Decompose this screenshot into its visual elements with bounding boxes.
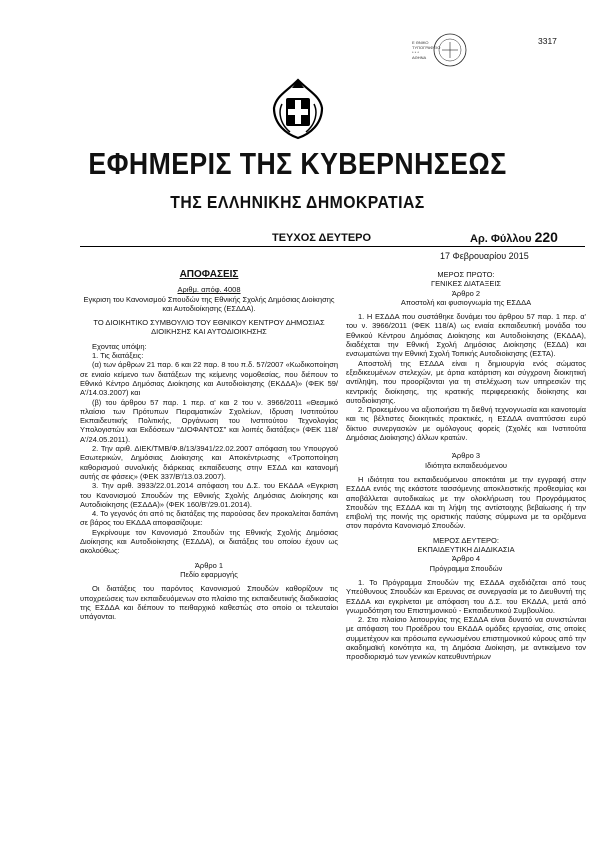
article-4-paragraph-1: 1. Το Πρόγραμμα Σπουδών της ΕΣΔΔΑ σχεδιάζεται από τους Υπεύθυνους Σπουδών και Ερευνας σε συνεργασία με το Διευθυντή της ΕΣΔΔΑ και εγκρίνεται με απόφαση του Δ.Σ. του ΕΚΔΔΑ, μετά από γνωμοδότηση του Επιστημονικού - Εκπαιδευτικού Συμβουλίου.: [346, 577, 586, 615]
sheet-number-value: 220: [534, 229, 558, 245]
paragraph-5: Εγκρίνουμε τον Κανονισμό Σπουδών της Εθνικής Σχολής Δημόσιας Διοίκησης και Αυτοδιοίκησης (ΕΣΔΔΑ), οι διατάξεις του οποίου έχουν ως ακολούθως:: [80, 527, 338, 556]
article-4-heading: Άρθρο 4: [451, 554, 481, 564]
preamble-having: Εχοντας υπόψη:: [92, 341, 147, 351]
section-heading: ΑΠΟΦΑΣΕΙΣ: [179, 269, 239, 280]
paragraph-1: 1. Τις διατάξεις:: [92, 351, 144, 361]
header-rule: [80, 246, 585, 247]
gazette-subtitle: ΤΗΣ ΕΛΛΗΝΙΚΗΣ ΔΗΜΟΚΡΑΤΙΑΣ: [170, 192, 425, 212]
issue-date: 17 Φεβρουαρίου 2015: [440, 251, 529, 261]
issuing-board: ΤΟ ΔΙΟΙΚΗΤΙΚΟ ΣΥΜΒΟΥΛΙΟ ΤΟΥ ΕΘΝΙΚΟΥ ΚΕΝΤΡΟΥ ΔΗΜΟΣΙΑΣ ΔΙΟΙΚΗΣΗΣ ΚΑΙ ΑΥΤΟΔΙΟΙΚΗΣΗΣ: [93, 318, 325, 337]
decision-number: Αριθμ. απόφ. 4008: [177, 285, 241, 295]
printing-office-stamp: [412, 30, 482, 70]
article-4-paragraph-2: 2. Στο πλαίσιο λειτουργίας της ΕΣΔΔΑ είναι δυνατό να συνιστώνται με απόφαση του Προέδρου του ΕΚΔΔΑ ομάδες εργασίας, στις οποίες συμμετέχουν και πρόσωπα εγνωσμένου επιστημονικού κύρους από την ακαδημαϊκή κοινότητα κα, τη Δημόσια Διοίκηση, με αντικείμενο τον προσδιορισμό των γενικών κατευθυντήριων: [346, 615, 586, 662]
article-3-heading: Άρθρο 3: [451, 451, 481, 461]
article-2-heading: Άρθρο 2: [451, 288, 481, 298]
article-1-title: Πεδίο εφαρμογής: [180, 569, 238, 579]
article-3-text: Η ιδιότητα του εκπαιδευόμενου αποκτάται με την εγγραφή στην ΕΣΔΔΑ εντός της εκάστοτε τασσόμενης αποκλειστικής προθεσμίας και αποβάλλεται αυτοδικαίως με την ολοκλήρωση του Προγράμματος Σπουδών της ΕΣΔΔΑ και τη λήψη της αντίστοιχης βεβαίωσης ή την επιβολή της ποινής της οριστικής παύσης σύμφωνα με τα οριζόμενα στον παρόντα Κανονισμό Σπουδών.: [346, 474, 586, 531]
sheet-label: Αρ. Φύλλου: [470, 233, 532, 245]
right-column: [346, 270, 586, 662]
stamp-lettering: Ε ΘΝΙΚΟ ΤΥΠΟΓΡΑΦΕΙΟ * * * ΑΘΗΝΑ: [412, 40, 441, 60]
part-1-title: ΓΕΝΙΚΕΣ ΔΙΑΤΑΞΕΙΣ: [430, 279, 502, 289]
part-2-heading: ΜΕΡΟΣ ΔΕΥΤΕΡΟ:: [433, 535, 499, 545]
paragraph-3: 3. Την αριθ. 3933/22.01.2014 απόφαση του Δ.Σ. του ΕΚΔΔΑ «Εγκριση του Κανονισμού Σπουδών της Εθνικής Σχολής Δημόσιας Διοίκησης και Αυτοδιοίκησης (ΕΣΔΔΑ)» (ΦΕΚ 160/Β'/29.01.2014).: [80, 481, 338, 509]
article-2-paragraph-1b: Αποστολή της ΕΣΔΔΑ είναι η δημιουργία ενός σώματος εξειδικευμένων στελεχών, με άρτια κατάρτιση και σύγχρονη διοικητική αντίληψη, που προορίζονται για τη στελέχωση των υπηρεσιών της κεντρικής διοίκησης, της κρατικής περιφερειακής διοίκησης και αυτοδιοίκησης.: [346, 358, 586, 405]
article-1-text: Οι διατάξεις του παρόντος Κανονισμού Σπουδών καθορίζουν τις υποχρεώσεις των εκπαιδευόμενων στο πλαίσιο της εκπαιδευτικής διαδικασίας της ΕΣΔΔΑ και διέπουν το πειθαρχικό καθεστώς στο οποίο οι τελευταίοι υπάγονται.: [80, 584, 338, 622]
article-2-title: Αποστολή και φυσιογνωμία της ΕΣΔΔΑ: [400, 297, 532, 307]
page-number: 3317: [538, 36, 557, 46]
paragraph-1b: (β) του άρθρου 57 παρ. 1 περ. α' και 2 του ν. 3966/2011 «Θεσμικό πλαίσιο των Πρότυπων Πειραματικών Σχολείων, Ιδρυση Ινστιτούτου Εκπαιδευτικής Πολιτικής, Οργάνωση του Ινστιτούτου Τεχνολογίας Υπολογιστών και Εκδόσεων “ΔΙΟΦΑΝΤΟΣ” και λοιπές διατάξεις» (ΦΕΚ 118/Α'/24.05.2011).: [80, 397, 338, 444]
article-1-heading: Άρθρο 1: [194, 560, 224, 570]
left-column: [80, 270, 338, 621]
article-2-paragraph-1: 1. Η ΕΣΔΔΑ που συστάθηκε δυνάμει του άρθρου 57 παρ. 1 περ. α' του ν. 3966/2011 (ΦΕΚ 118/Α) ως ενιαία εκπαιδευτική μονάδα του Εθνικού Κέντρου Δημόσιας Διοίκησης και Αυτοδιοίκησης (ΕΚΔΔΑ), διαδέχεται την Εθνική Σχολή Δημόσιας Διοίκησης (ΕΣΔΔ) και ενσωματώνει την Εθνική Σχολή Τοπικής Αυτοδιοίκησης (ΕΣΤΑ).: [346, 312, 586, 359]
decision-title: Εγκριση του Κανονισμού Σπουδών της Εθνικής Σχολής Δημόσιας Διοίκησης και Αυτοδιοίκησης (ΕΣΔΔΑ).: [83, 294, 335, 313]
article-4-title: Πρόγραμμα Σπουδών: [429, 563, 503, 573]
sheet-number: [470, 229, 558, 245]
issue-label: ΤΕΥΧΟΣ ΔΕΥΤΕΡΟ: [272, 232, 372, 244]
article-3-title: Ιδιότητα εκπαιδευόμενου: [424, 460, 508, 470]
part-2-title: ΕΚΠΑΙΔΕΥΤΙΚΗ ΔΙΑΔΙΚΑΣΙΑ: [417, 545, 515, 555]
paragraph-4: 4. Το γεγονός ότι από τις διατάξεις της παρούσας δεν προκαλείται δαπάνη σε βάρος του ΕΚΔΔΑ αποφασίζουμε:: [80, 509, 338, 528]
gazette-title: ΕΦΗΜΕΡΙΣ ΤΗΣ ΚΥΒΕΡΝΗΣΕΩΣ: [88, 146, 507, 181]
paragraph-1a: (α) των άρθρων 21 παρ. 6 και 22 παρ. 8 του π.δ. 57/2007 «Κωδικοποίηση σε ενιαίο κείμενο των διατάξεων της κείμενης νομοθεσίας, που διέπουν το Εθνικό Κέντρο Δημόσιας Διοίκησης και Αυτοδιοίκησης (ΕΚΔΔΑ)» (ΦΕΚ 59/Α'/14.03.2007) και: [80, 360, 338, 398]
article-2-paragraph-2: 2. Προκειμένου να αξιοποιήσει τη διεθνή τεχνογνωσία και καινοτομία και τις βέλτιστες διοικητικές πρακτικές, η ΕΣΔΔΑ αναπτύσσει ευρύ δίκτυο συνεργασιών με ομόλογους φορείς (Σχολές και Ινστιτούτα Δημόσιας Διοίκησης) άλλων κρατών.: [346, 405, 586, 443]
part-1-heading: ΜΕΡΟΣ ΠΡΩΤΟ:: [437, 270, 495, 279]
coat-of-arms-icon: [268, 74, 328, 142]
paragraph-2: 2. Την αριθ. ΔΙΕΚ/ΤΜΒ/Φ.8/13/3941/22.02.2007 απόφαση του Υπουργού Εσωτερικών, Δημόσιας Διοίκησης και Αποκέντρωσης «Τροποποίηση καθορισμού συνολικής διάρκειας εκπαίδευσης στην ΕΣΔΔ και κατανομή αυτής σε φάσεις» (ΦΕΚ 337/Β'/13.03.2007).: [80, 444, 338, 481]
